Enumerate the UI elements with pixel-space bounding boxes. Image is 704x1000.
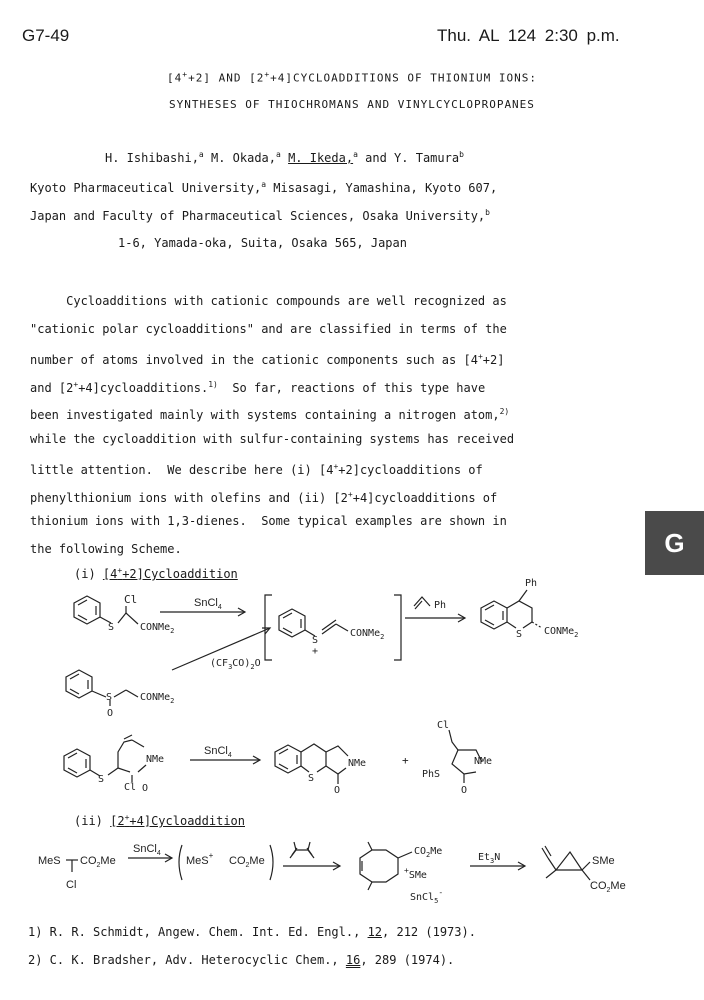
ion-co2me: $CO_2Me$ (229, 855, 265, 869)
reference-2: 2) C. K. Bradsher, Adv. Heterocyclic Chem., 16, 289 (1974). (28, 953, 455, 967)
conme2-label: CONMe$_2$ (140, 622, 175, 635)
r3-mes: MeS (38, 855, 61, 867)
p2-sulfur: S (308, 773, 315, 784)
body-line: "cationic polar cycloadditions" and are classified in terms of the (30, 321, 507, 336)
body-line: phenylthionium ions with olefins and (ii) [2++4]cycloadditions of (30, 489, 498, 505)
r2-oxygen: O (142, 783, 149, 794)
p3-nme: NMe (474, 756, 493, 767)
r2-nme: NMe (146, 754, 165, 765)
vinylcyclopropane-product (542, 846, 590, 880)
r3-co2me: $CO_2Me$ (80, 855, 116, 869)
p3-oxygen: O (461, 785, 468, 796)
body-line: thionium ions with 1,3-dienes. Some typical examples are shown in (30, 514, 507, 528)
thiochroman-product (481, 590, 542, 629)
tfaa-reagent: $(CF_3CO)_2O$ (210, 658, 261, 671)
affiliation-line2: Japan and Faculty of Pharmaceutical Sciences, Osaka University,$^b$ (30, 208, 490, 223)
intermediate-conme2: CONMe$_2$ (350, 628, 385, 641)
sncl4-reagent-row3: SnCl$_4$ (133, 843, 161, 857)
sncl4-reagent-row2: SnCl$_4$ (204, 745, 232, 759)
sm2-oxygen: O (107, 708, 114, 719)
plus-sign: + (402, 754, 409, 767)
vc-sme: SMe (592, 855, 615, 867)
sm2-conme2: CONMe$_2$ (140, 692, 175, 705)
body-line: the following Scheme. (30, 541, 182, 556)
starting-material-2 (66, 670, 138, 706)
scheme-label-i: (i) [4++2]Cycloaddition (74, 566, 238, 581)
body-line: and [2++4]cycloadditions.$^{1)}$ So far, reactions of this type have (30, 379, 486, 395)
cy-sncl5: SnCl$_5$- (410, 888, 444, 905)
p2-oxygen: O (334, 785, 341, 796)
thionium-charge: + (312, 646, 319, 657)
thionium-intermediate (265, 595, 401, 660)
thionium-sulfur: S (312, 635, 319, 646)
body-line: been investigated mainly with systems containing a nitrogen atom,$^{2)}$ (30, 407, 510, 422)
section-tab-g: G (645, 511, 704, 575)
paper-title-line1: [4++2] AND [2++4]CYCLOADDITIONS OF THIONIUM IONS: (167, 70, 537, 85)
p3-cl: Cl (437, 720, 450, 731)
reference-1: 1) R. R. Schmidt, Angew. Chem. Int. Ed. Engl., 12, 212 (1973). (28, 925, 476, 939)
cy-sme: +SMe (404, 866, 427, 881)
body-line: little attention. We describe here (i) [4++2]cycloadditions of (30, 462, 483, 477)
sulfur-label: S (108, 622, 115, 633)
product-sulfur: S (516, 629, 523, 640)
paper-title-line2: SYNTHESES OF THIOCHROMANS AND VINYLCYCLOPROPANES (169, 98, 535, 111)
scheme-label-ii: (ii) [2++4]Cycloaddition (74, 813, 245, 828)
et3n-reagent: $Et_3N$ (478, 852, 501, 865)
diene (290, 842, 314, 858)
body-line: number of atoms involved in the cationic components such as [4++2] (30, 352, 505, 367)
cl-label: Cl (124, 593, 138, 606)
r3-cl: Cl (66, 879, 77, 891)
r2-sulfur: S (98, 774, 105, 785)
vc-co2me: $CO_2Me$ (590, 880, 626, 894)
olefin-ph: Ph (434, 600, 447, 611)
starting-material-4 (66, 860, 78, 872)
body-line: Cycloadditions with cationic compounds are well recognized as (30, 294, 507, 308)
sncl4-reagent: SnCl$_4$ (194, 597, 222, 611)
affiliation-line3: 1-6, Yamada-oka, Suita, Osaka 565, Japan (118, 236, 407, 250)
p3-phs: PhS (422, 769, 441, 780)
starting-material-3 (64, 735, 146, 782)
affiliation-line1: Kyoto Pharmaceutical University,$^a$ Misasagi, Yamashina, Kyoto 607, (30, 180, 498, 195)
product-ph: Ph (525, 578, 538, 589)
session-code: G7-49 (22, 26, 70, 45)
ion-mes: MeS+ (186, 851, 214, 867)
product-conme2: CONMe$_2$ (544, 626, 579, 639)
p2-nme: NMe (348, 758, 367, 769)
sm2-sulfur: S (106, 692, 113, 703)
body-line: while the cycloaddition with sulfur-containing systems has received (30, 431, 515, 446)
r2-cl: Cl (124, 782, 137, 793)
cy-co2me: $CO_2Me$ (414, 846, 443, 859)
author-list: H. Ishibashi,$^a$ M. Okada,$^a$ M. Ikeda,$^a$ and Y. Tamura$^b$ (105, 150, 464, 165)
session-time: Thu. AL 124 2:30 p.m. (437, 26, 620, 45)
